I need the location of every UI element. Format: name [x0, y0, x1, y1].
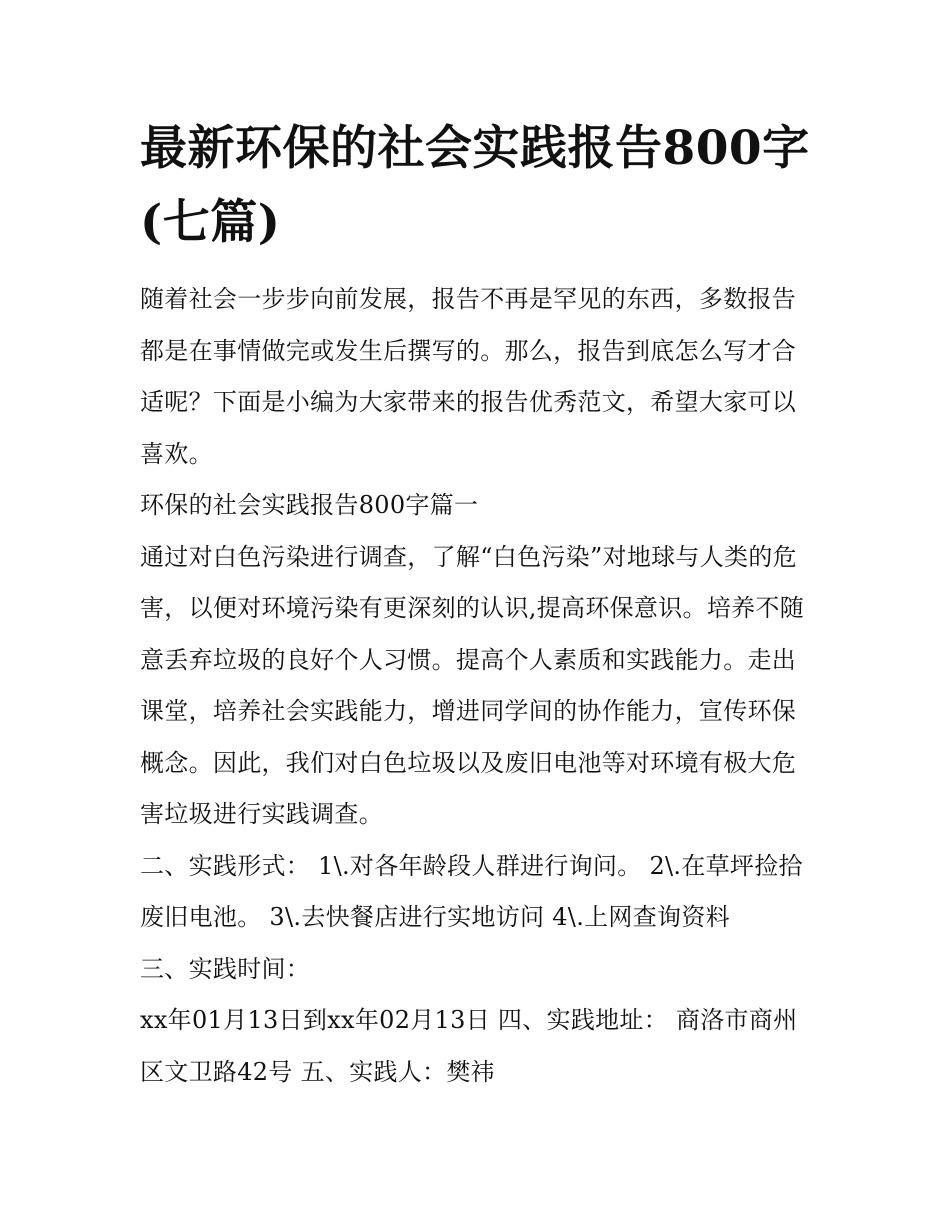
section-heading-part-one: 环保的社会实践报告800字篇一	[140, 491, 479, 519]
practice-details-paragraph: xx年01月13日到xx年02月13日 四、实践地址： 商洛市商州区文卫路42号 五、实践人：樊祎	[140, 1006, 798, 1086]
practice-form-paragraph: 二、实践形式： 1\.对各年龄段人群进行询问。 2\.在草坪捡拾废旧电池。 3\.去快餐店进行实地访问 4\.上网查询资料	[140, 851, 803, 931]
document-page	[140, 112, 815, 1098]
intro-paragraph: 随着社会一步步向前发展，报告不再是罕见的东西，多数报告都是在事情做完或发生后撰写的。那么，报告到底怎么写才合适呢？下面是小编为大家带来的报告优秀范文，希望大家可以喜欢。	[140, 285, 797, 468]
purpose-paragraph: 通过对白色污染进行调查，了解“白色污染”对地球与人类的危害，以便对环境污染有更深刻的认识,提高环保意识。培养不随意丢弃垃圾的良好个人习惯。提高个人素质和实践能力。走出课堂，培养社会实践能力，增进同学间的协作能力，宣传环保概念。因此，我们对白色垃圾以及废旧电池等对环境有极大危害垃圾进行实践调查。	[140, 542, 805, 828]
document-title: 最新环保的社会实践报告800字(七篇)	[140, 121, 810, 250]
practice-time-heading: 三、实践时间：	[140, 954, 311, 983]
